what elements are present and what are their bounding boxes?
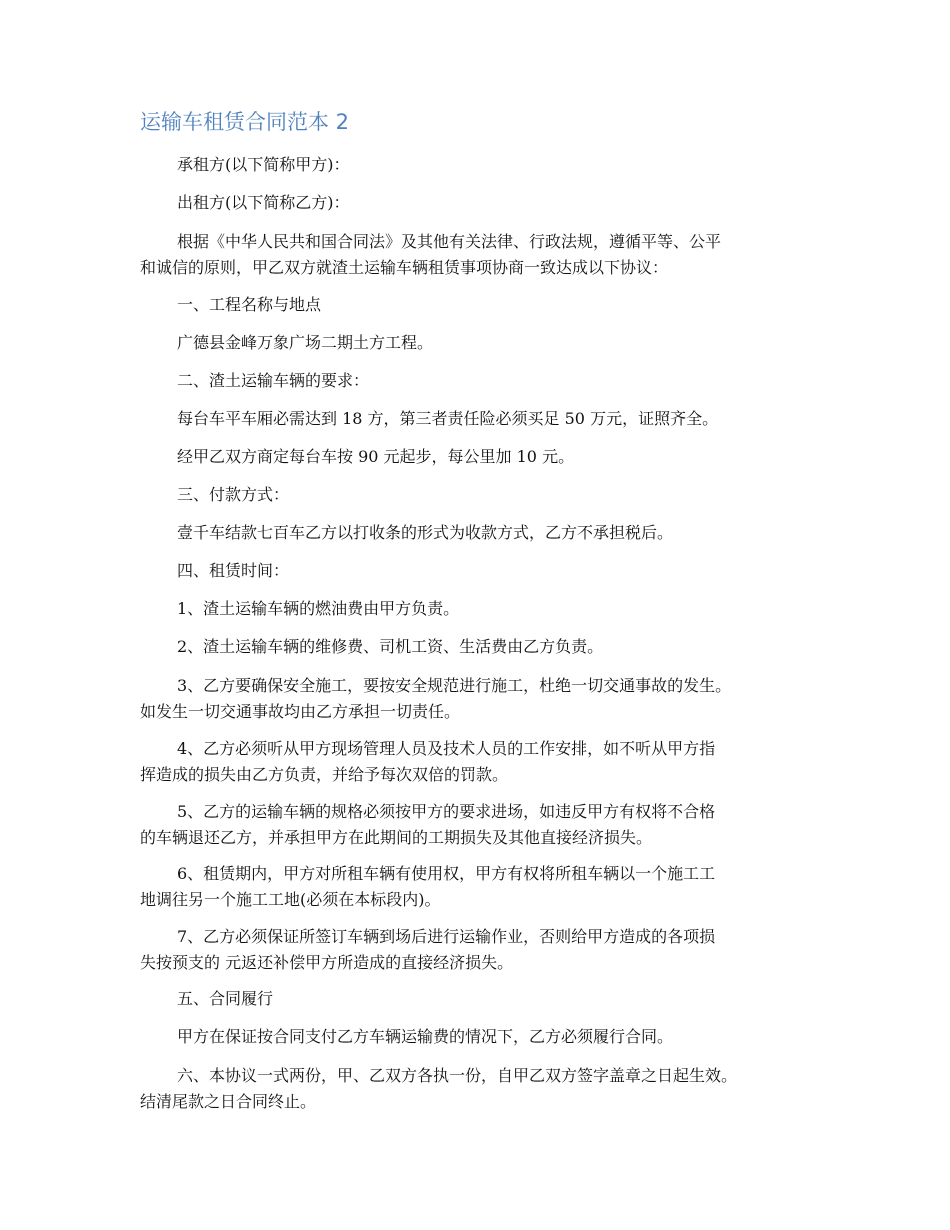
paragraph-line: 4、乙方必须听从甲方现场管理人员及技术人员的工作安排，如不听从甲方指 bbox=[177, 739, 716, 758]
paragraph-line: 5、乙方的运输车辆的规格必须按甲方的要求进场，如违反甲方有权将不合格 bbox=[177, 802, 716, 821]
clause-3 bbox=[140, 673, 840, 725]
paragraph-line: 六、本协议一式两份，甲、乙双方各执一份，自甲乙双方签字盖章之日起生效。 bbox=[177, 1066, 738, 1085]
paragraph-preamble bbox=[140, 229, 840, 281]
paragraph-line: 甲方在保证按合同支付乙方车辆运输费的情况下，乙方必须履行合同。 bbox=[177, 1027, 674, 1046]
clause-2 bbox=[140, 634, 840, 660]
paragraph-line: 7、乙方必须保证所签订车辆到场后进行运输作业，否则给甲方造成的各项损 bbox=[177, 927, 716, 946]
paragraph-line: 壹千车结款七百车乙方以打收条的形式为收款方式，乙方不承担税后。 bbox=[177, 523, 674, 542]
paragraph-line: 出租方(以下简称乙方)： bbox=[177, 193, 350, 212]
paragraph-lessee bbox=[140, 152, 840, 178]
paragraph-line: 失按预支的 元返还补偿甲方所造成的直接经济损失。 bbox=[140, 953, 514, 972]
paragraph-line: 五、合同履行 bbox=[177, 989, 274, 1008]
paragraph-line: 一、工程名称与地点 bbox=[177, 295, 322, 314]
paragraph-line: 根据《中华人民共和国合同法》及其他有关法律、行政法规，遵循平等、公平 bbox=[177, 232, 722, 251]
paragraph-line: 6、租赁期内，甲方对所租车辆有使用权，甲方有权将所租车辆以一个施工工 bbox=[177, 864, 716, 883]
paragraph-line: 和诚信的原则，甲乙双方就渣土运输车辆租赁事项协商一致达成以下协议： bbox=[140, 258, 669, 277]
paragraph-performance bbox=[140, 1024, 840, 1050]
paragraph-line: 经甲乙双方商定每台车按 90 元起步，每公里加 10 元。 bbox=[177, 447, 575, 466]
paragraph-line: 如发生一切交通事故均由乙方承担一切责任。 bbox=[140, 702, 461, 721]
section-heading-4 bbox=[140, 558, 840, 584]
paragraph-line: 挥造成的损失由乙方负责，并给予每次双倍的罚款。 bbox=[140, 765, 509, 784]
paragraph-line: 结清尾款之日合同终止。 bbox=[140, 1092, 317, 1111]
document-title: 运输车租赁合同范本 2 bbox=[140, 110, 350, 134]
clause-5 bbox=[140, 799, 840, 851]
paragraph-line: 的车辆退还乙方，并承担甲方在此期间的工期损失及其他直接经济损失。 bbox=[140, 828, 653, 847]
paragraph-line: 1、渣土运输车辆的燃油费由甲方负责。 bbox=[177, 599, 460, 618]
paragraph-pricing bbox=[140, 444, 840, 470]
paragraph-line: 3、乙方要确保安全施工，要按安全规范进行施工，杜绝一切交通事故的发生。 bbox=[177, 676, 732, 695]
clause-4 bbox=[140, 736, 840, 788]
section-heading-5 bbox=[140, 986, 840, 1012]
paragraph-line: 地调往另一个施工工地(必须在本标段内)。 bbox=[140, 890, 441, 909]
section-heading-1 bbox=[140, 292, 840, 318]
paragraph-project bbox=[140, 330, 840, 356]
paragraph-line: 每台车平车厢必需达到 18 方，第三者责任险必须买足 50 万元，证照齐全。 bbox=[177, 409, 719, 428]
paragraph-lessor bbox=[140, 190, 840, 216]
paragraph-line: 三、付款方式： bbox=[177, 485, 290, 504]
clause-1 bbox=[140, 596, 840, 622]
section-heading-6 bbox=[140, 1063, 840, 1115]
clause-7 bbox=[140, 924, 840, 976]
section-heading-2 bbox=[140, 368, 840, 394]
paragraph-line: 广德县金峰万象广场二期土方工程。 bbox=[177, 333, 434, 352]
paragraph-line: 二、渣土运输车辆的要求： bbox=[177, 371, 370, 390]
paragraph-line: 四、租赁时间： bbox=[177, 561, 290, 580]
paragraph-line: 承租方(以下简称甲方)： bbox=[177, 155, 350, 174]
paragraph-line: 2、渣土运输车辆的维修费、司机工资、生活费由乙方负责。 bbox=[177, 637, 604, 656]
section-heading-3 bbox=[140, 482, 840, 508]
paragraph-payment bbox=[140, 520, 840, 546]
paragraph-requirement bbox=[140, 406, 840, 432]
clause-6 bbox=[140, 861, 840, 913]
